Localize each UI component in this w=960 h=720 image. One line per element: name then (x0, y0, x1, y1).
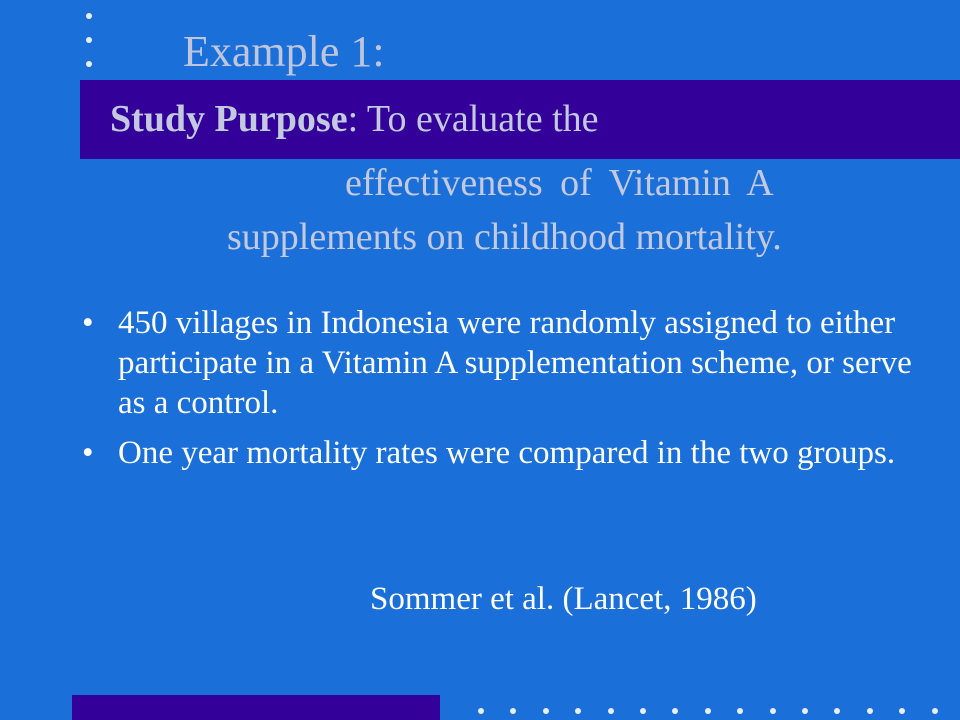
decor-dot (575, 708, 581, 714)
decor-dot (867, 708, 873, 714)
decor-dot (478, 708, 484, 714)
decor-dot (672, 708, 678, 714)
bullet-item (82, 303, 942, 423)
decor-dot (834, 708, 840, 714)
decor-dot (86, 61, 92, 67)
study-purpose-line-2: effectiveness of Vitamin A (345, 162, 774, 204)
slide-title: Example 1: (183, 27, 385, 76)
decor-dot (640, 708, 646, 714)
decor-dot (608, 708, 614, 714)
decor-dot (705, 708, 711, 714)
bullet-icon: • (82, 305, 94, 341)
decor-dot (802, 708, 808, 714)
decor-dot (770, 708, 776, 714)
study-purpose-label: Study Purpose (110, 98, 348, 140)
bullet-text: One year mortality rates were compared in the two groups. (118, 435, 896, 471)
decor-dot (737, 708, 743, 714)
citation: Sommer et al. (Lancet, 1986) (370, 581, 757, 617)
bottom-accent-bar (72, 695, 440, 720)
bullet-item (82, 433, 942, 473)
study-purpose-line-1 (110, 100, 599, 138)
decor-dot (899, 708, 905, 714)
study-purpose-line-3: supplements on childhood mortality. (227, 216, 782, 258)
study-purpose-line-1-text: : To evaluate the (347, 98, 599, 140)
decor-dot (543, 708, 549, 714)
decor-dot (86, 37, 92, 43)
decor-dot (510, 708, 516, 714)
bullet-text: 450 villages in Indonesia were randomly assigned to either participate in a Vitamin A supplementation scheme, or serve as a control. (118, 305, 912, 421)
bullet-icon: • (82, 435, 94, 471)
decor-dot (86, 13, 92, 19)
bullet-list (82, 303, 942, 483)
decor-dot (932, 708, 938, 714)
